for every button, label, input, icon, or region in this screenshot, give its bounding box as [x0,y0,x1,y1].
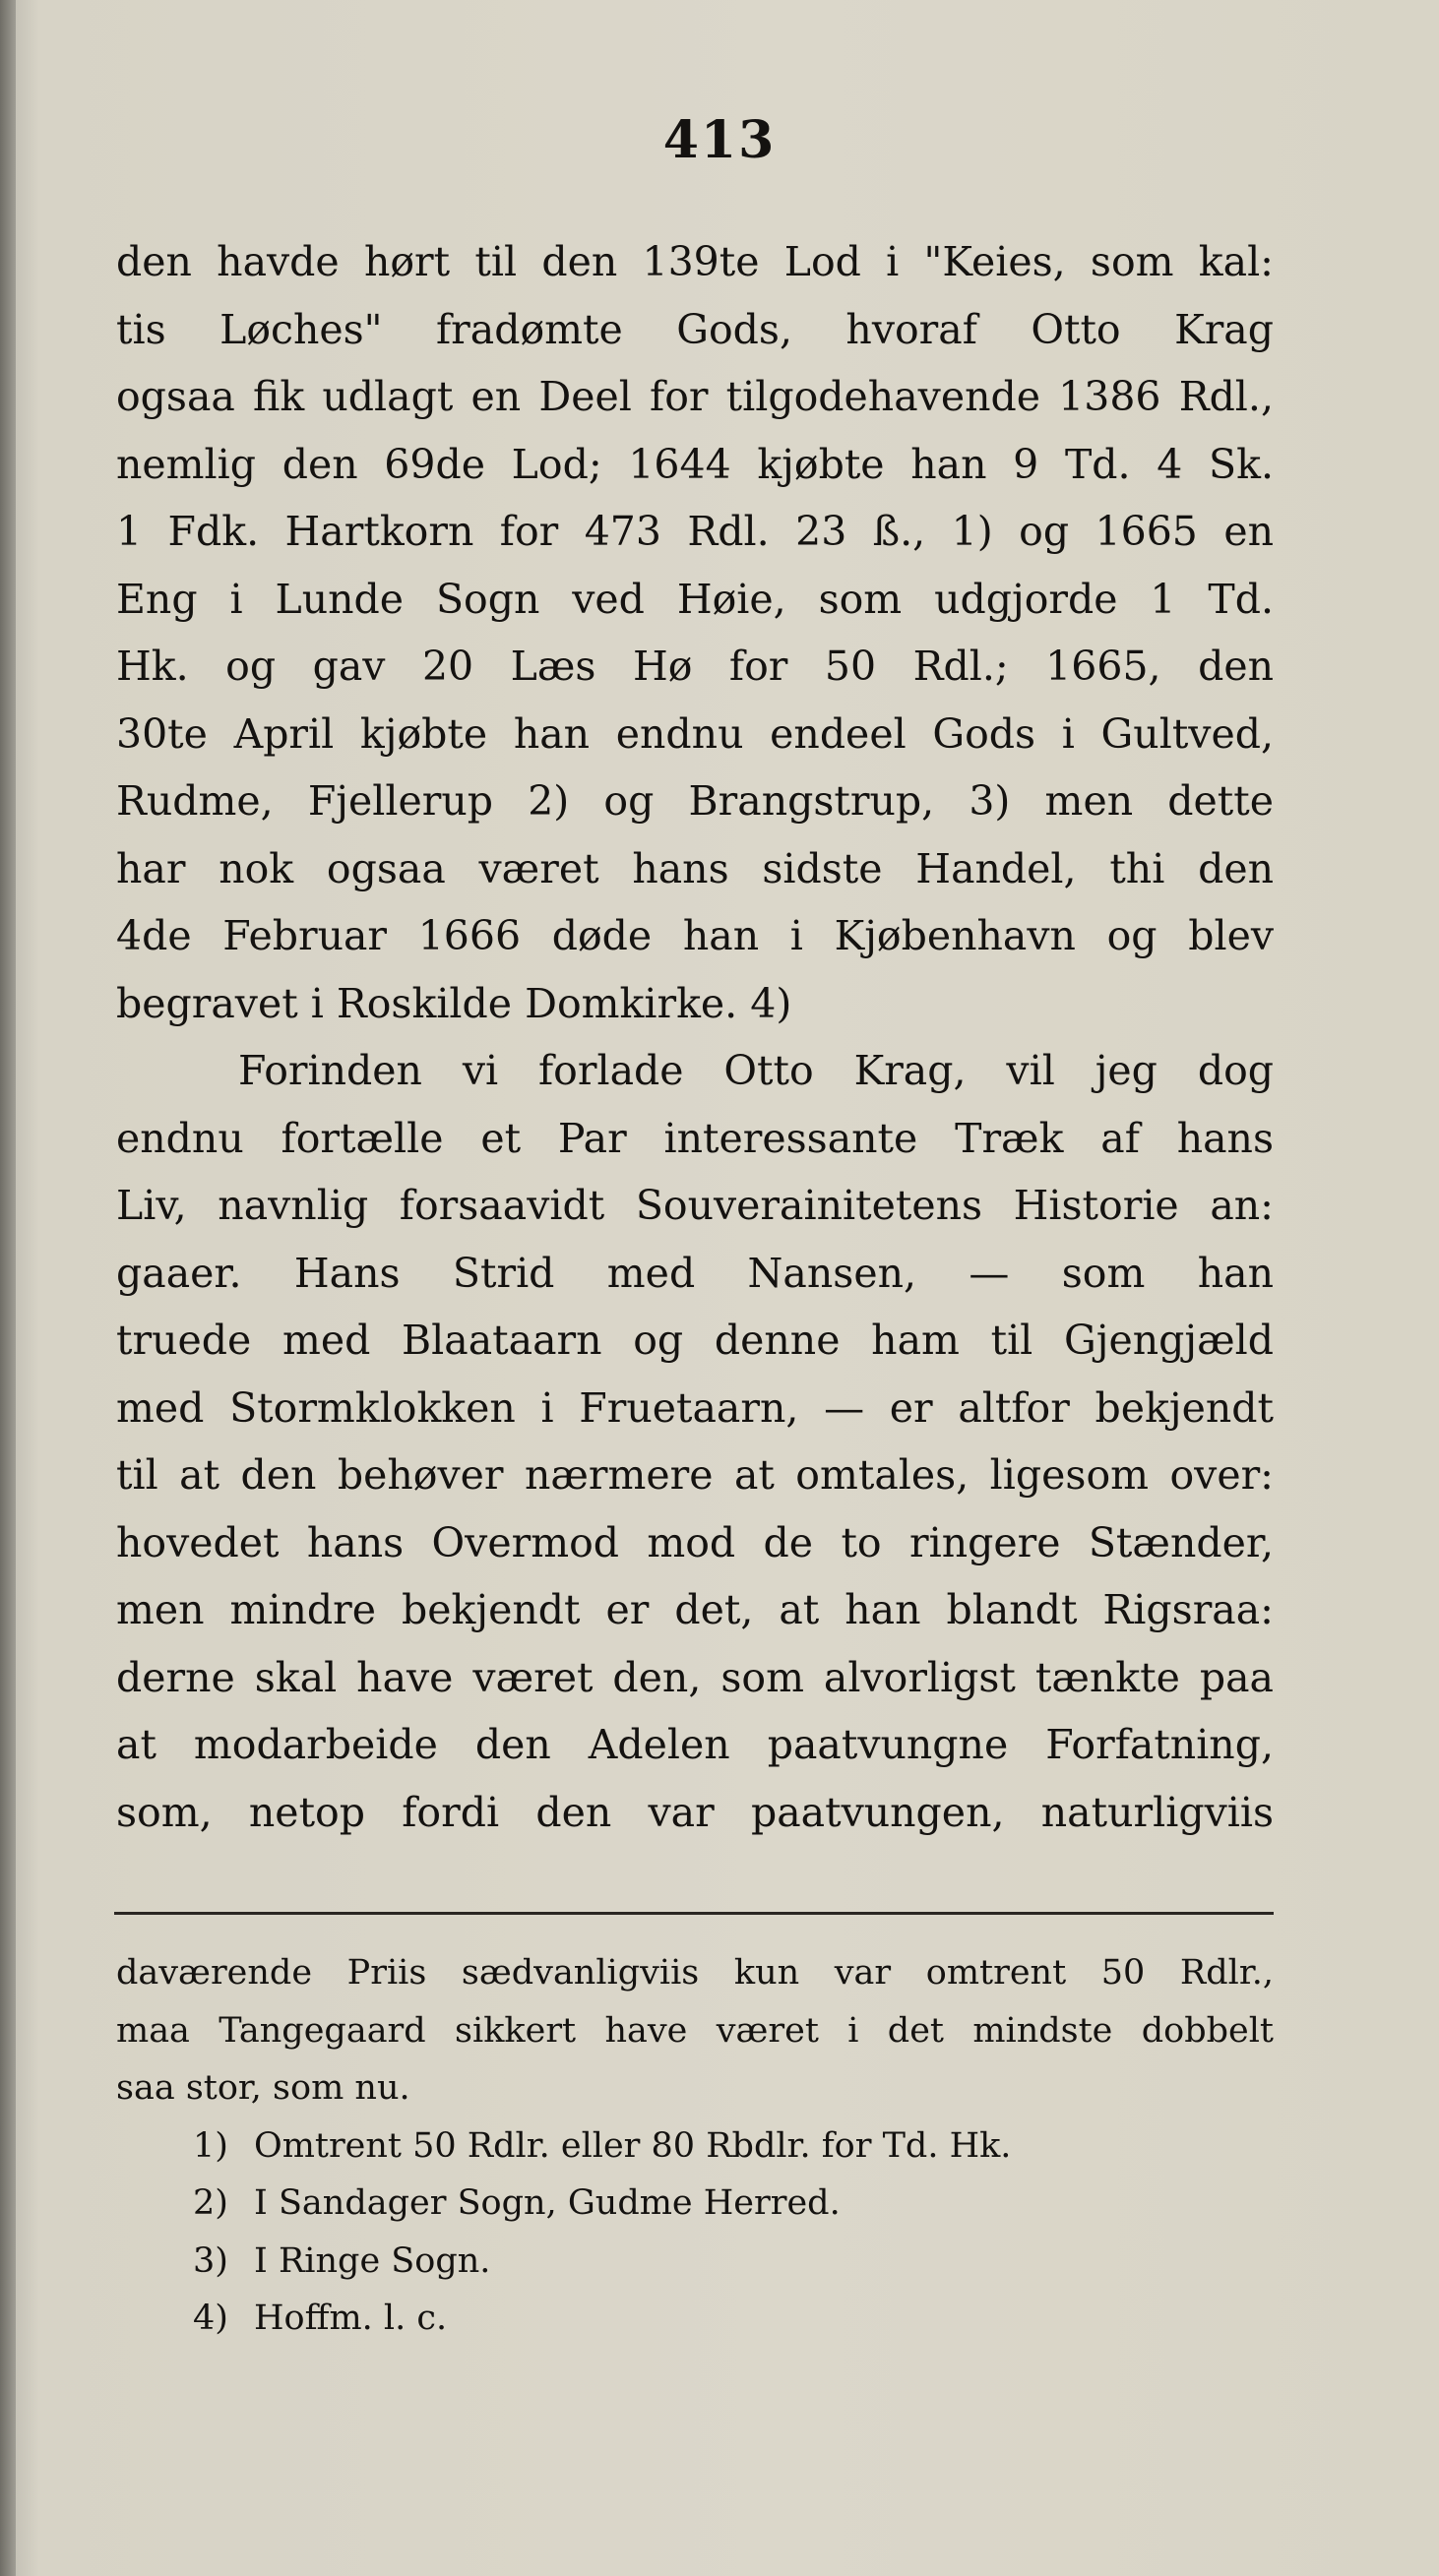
footnote-2 [116,2175,1274,2233]
text-line: Liv, navnlig forsaavidt Souverainitetens Historie an: [116,1182,1274,1229]
main-text-block [116,228,1274,1846]
text-line: Hk. og gav 20 Læs Hø for 50 Rdl.; 1665, den [116,643,1274,690]
footnote-continuation-line: saa stor, som nu. [116,2068,410,2108]
text-line: Eng i Lunde Sogn ved Høie, som udgjorde 1 Td. [116,575,1274,623]
text-line: tis Løches" fradømte Gods, hvoraf Otto Krag [116,305,1274,353]
text-line: 4de Februar 1666 døde han i Kjøbenhavn og blev [116,912,1274,959]
footnote-3 [116,2233,1274,2291]
footnote-marker: 1) [193,2125,228,2166]
footnote-continuation-line: maa Tangegaard sikkert have været i det mindste dobbelt [116,2010,1274,2051]
footnote-text: Hoffm. l. c. [254,2299,448,2338]
footnote-marker: 2) [193,2183,228,2223]
footnote-text: Omtrent 50 Rdlr. eller 80 Rbdlr. for Td. Hk. [254,2125,1012,2166]
text-line: begravet i Roskilde Domkirke. 4) [116,979,792,1027]
text-line: har nok ogsaa været hans sidste Handel, thi den [116,844,1274,892]
text-line: gaaer. Hans Strid med Nansen, — som han [116,1249,1274,1297]
footnote-1 [116,2117,1274,2176]
text-line: den havde hørt til den 139te Lod i "Keies, som kal: [116,238,1274,285]
text-line: 1 Fdk. Hartkorn for 473 Rdl. 23 ß., 1) og 1665 en [116,508,1274,555]
text-line: til at den behøver nærmere at omtales, ligesom over: [116,1451,1274,1499]
text-line: 30te April kjøbte han endnu endeel Gods i Gultved, [116,709,1274,758]
footnote-marker: 4) [193,2299,228,2338]
paragraph-start-line: Forinden vi forlade Otto Krag, vil jeg dog [238,1047,1274,1094]
page-number: 413 [662,110,777,170]
text-line: Rudme, Fjellerup 2) og Brangstrup, 3) men dette [116,777,1274,825]
footnote-divider [114,1912,1274,1915]
footnote-continuation-line: daværende Priis sædvanligviis kun var omtrent 50 Rdlr., [116,1953,1274,1993]
text-line: derne skal have været den, som alvorligst tænkte paa [116,1653,1274,1701]
text-line: hovedet hans Overmod mod de to ringere Stænder, [116,1518,1274,1566]
text-line: med Stormklokken i Fruetaarn, — er altfor bekjendt [116,1383,1274,1432]
footnotes-block [116,1944,1274,2348]
text-line: endnu fortælle et Par interessante Træk af hans [116,1114,1274,1162]
text-line: nemlig den 69de Lod; 1644 kjøbte han 9 Td. 4 Sk. [116,440,1274,488]
text-line: at modarbeide den Adelen paatvungne Forfatning, [116,1721,1274,1768]
text-line: men mindre bekjendt er det, at han blandt Rigsraa: [116,1586,1274,1633]
text-line: ogsaa fik udlagt en Deel for tilgodehavende 1386 Rdl., [116,373,1274,420]
footnote-marker: 3) [193,2240,228,2281]
text-line: truede med Blaataarn og denne ham til Gjengjæld [116,1317,1274,1364]
text-line: som, netop fordi den var paatvungen, naturligviis [116,1788,1274,1836]
footnote-text: I Ringe Sogn. [254,2240,491,2281]
footnote-text: I Sandager Sogn, Gudme Herred. [254,2183,841,2223]
footnote-4 [116,2290,1274,2348]
page-gutter-shadow [0,0,16,2576]
